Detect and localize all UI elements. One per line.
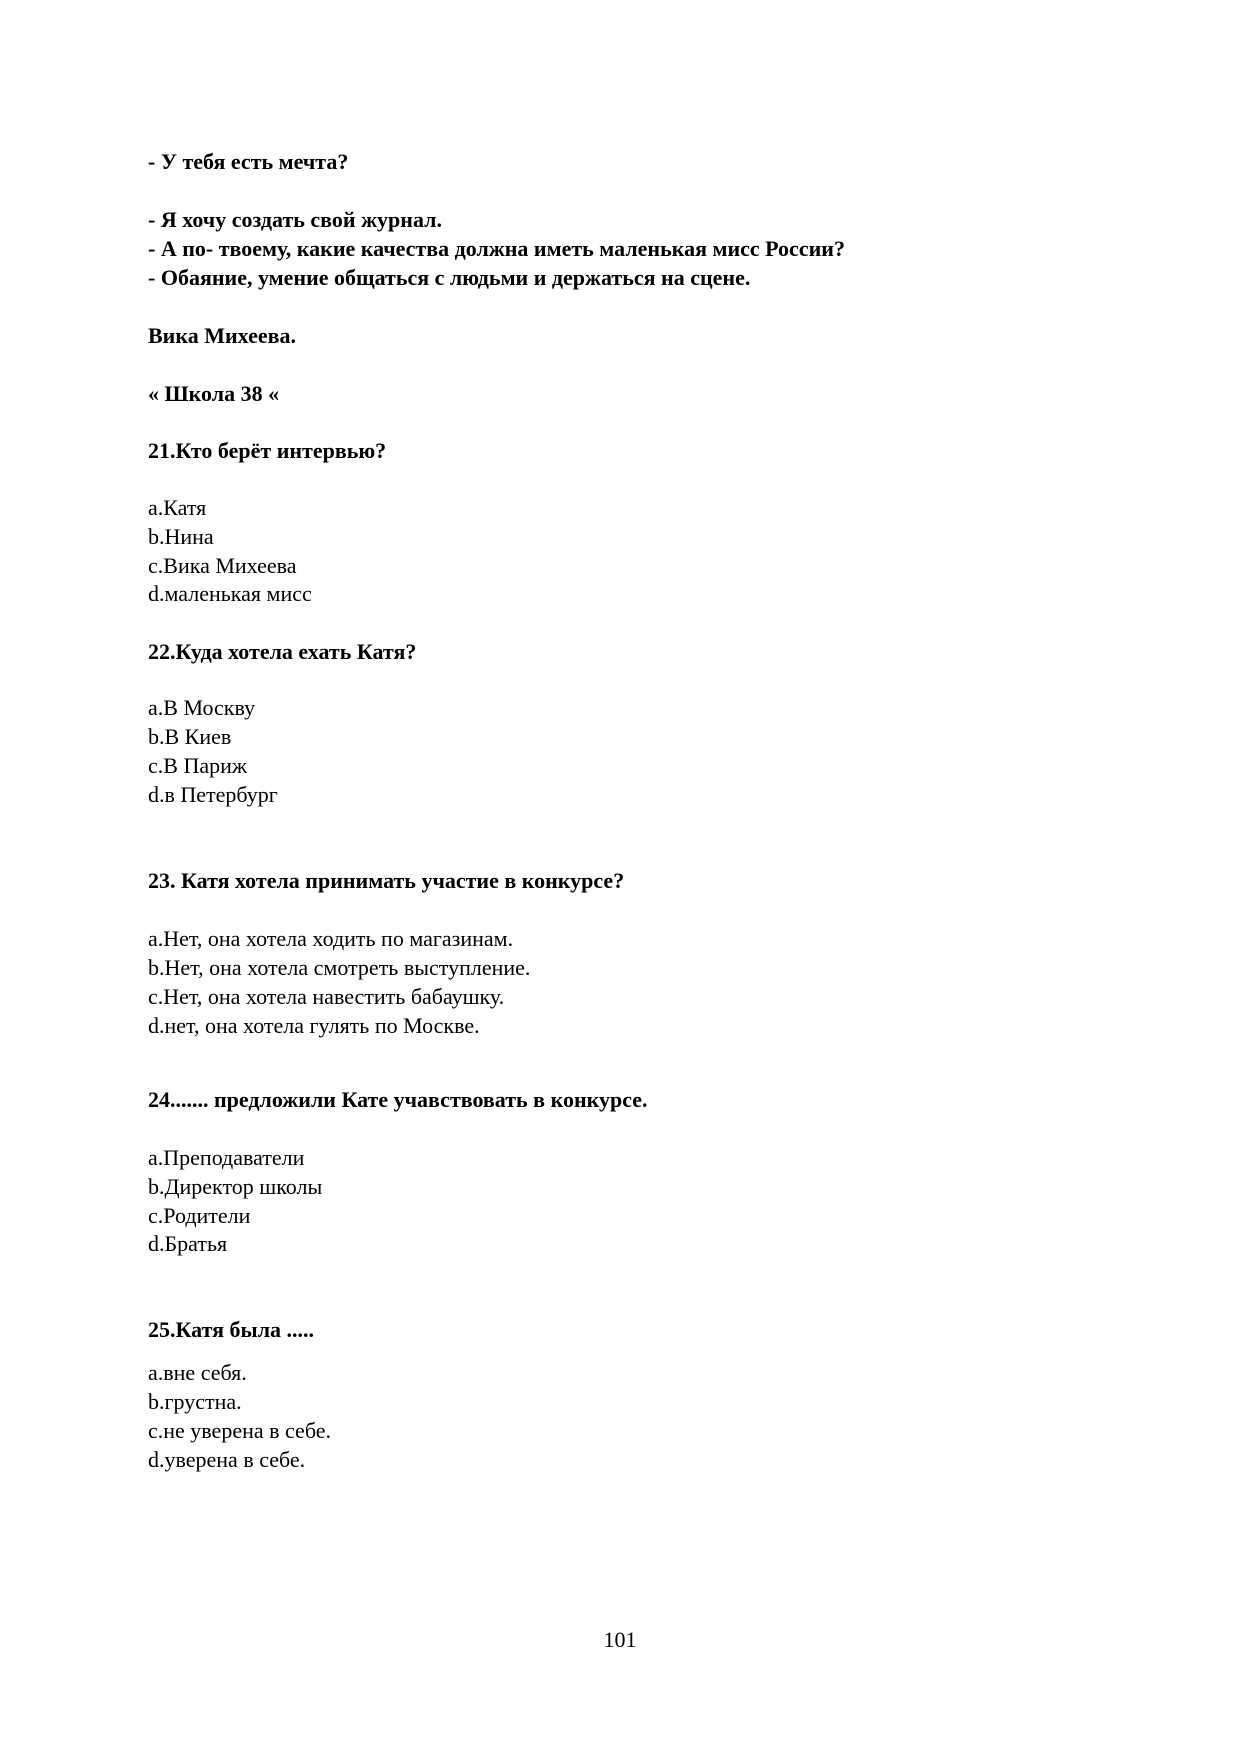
- question-24: 24....... предложили Кате учавствовать в конкурсе.: [148, 1087, 648, 1112]
- question-22-option-c: c.В Париж: [148, 753, 248, 778]
- question-22-option-a: a.В Москву: [148, 695, 256, 720]
- question-23-option-b: b.Нет, она хотела смотреть выступление.: [148, 955, 531, 980]
- question-25-option-d: d.уверена в себе.: [148, 1447, 306, 1472]
- question-21-option-a: a.Катя: [148, 495, 207, 520]
- dialogue-line: - У тебя есть мечта?: [148, 149, 349, 174]
- question-25-option-c: c.не уверена в себе.: [148, 1418, 331, 1443]
- question-24-option-d: d.Братья: [148, 1231, 228, 1256]
- question-23-option-d: d.нет, она хотела гулять по Москве.: [148, 1013, 480, 1038]
- question-23-option-c: c.Нет, она хотела навестить бабаушку.: [148, 984, 505, 1009]
- source: « Школа 38 «: [148, 381, 280, 406]
- question-24-option-a: a.Преподаватели: [148, 1145, 305, 1170]
- question-25-option-a: a.вне себя.: [148, 1360, 247, 1385]
- dialogue-line: - Я хочу создать свой журнал.: [148, 207, 442, 232]
- question-23: 23. Катя хотела принимать участие в конкурсе?: [148, 868, 625, 893]
- question-24-option-b: b.Директор школы: [148, 1174, 323, 1199]
- question-22-option-d: d.в Петербург: [148, 782, 278, 807]
- question-24-option-c: c.Родители: [148, 1203, 251, 1228]
- question-21-option-d: d.маленькая мисс: [148, 581, 312, 606]
- dialogue-line: - А по- твоему, какие качества должна иметь маленькая мисс России?: [148, 236, 845, 261]
- question-25-option-b: b.грустна.: [148, 1389, 242, 1414]
- dialogue-line: - Обаяние, умение общаться с людьми и держаться на сцене.: [148, 265, 751, 290]
- question-22: 22.Куда хотела ехать Катя?: [148, 639, 417, 664]
- question-25: 25.Катя была .....: [148, 1317, 315, 1342]
- question-23-option-a: a.Нет, она хотела ходить по магазинам.: [148, 926, 514, 951]
- author: Вика Михеева.: [148, 323, 296, 348]
- page-number: 101: [603, 1627, 637, 1652]
- question-21-option-c: c.Вика Михеева: [148, 553, 297, 578]
- question-22-option-b: b.В Киев: [148, 724, 232, 749]
- question-21: 21.Кто берёт интервью?: [148, 438, 387, 463]
- question-21-option-b: b.Нина: [148, 524, 214, 549]
